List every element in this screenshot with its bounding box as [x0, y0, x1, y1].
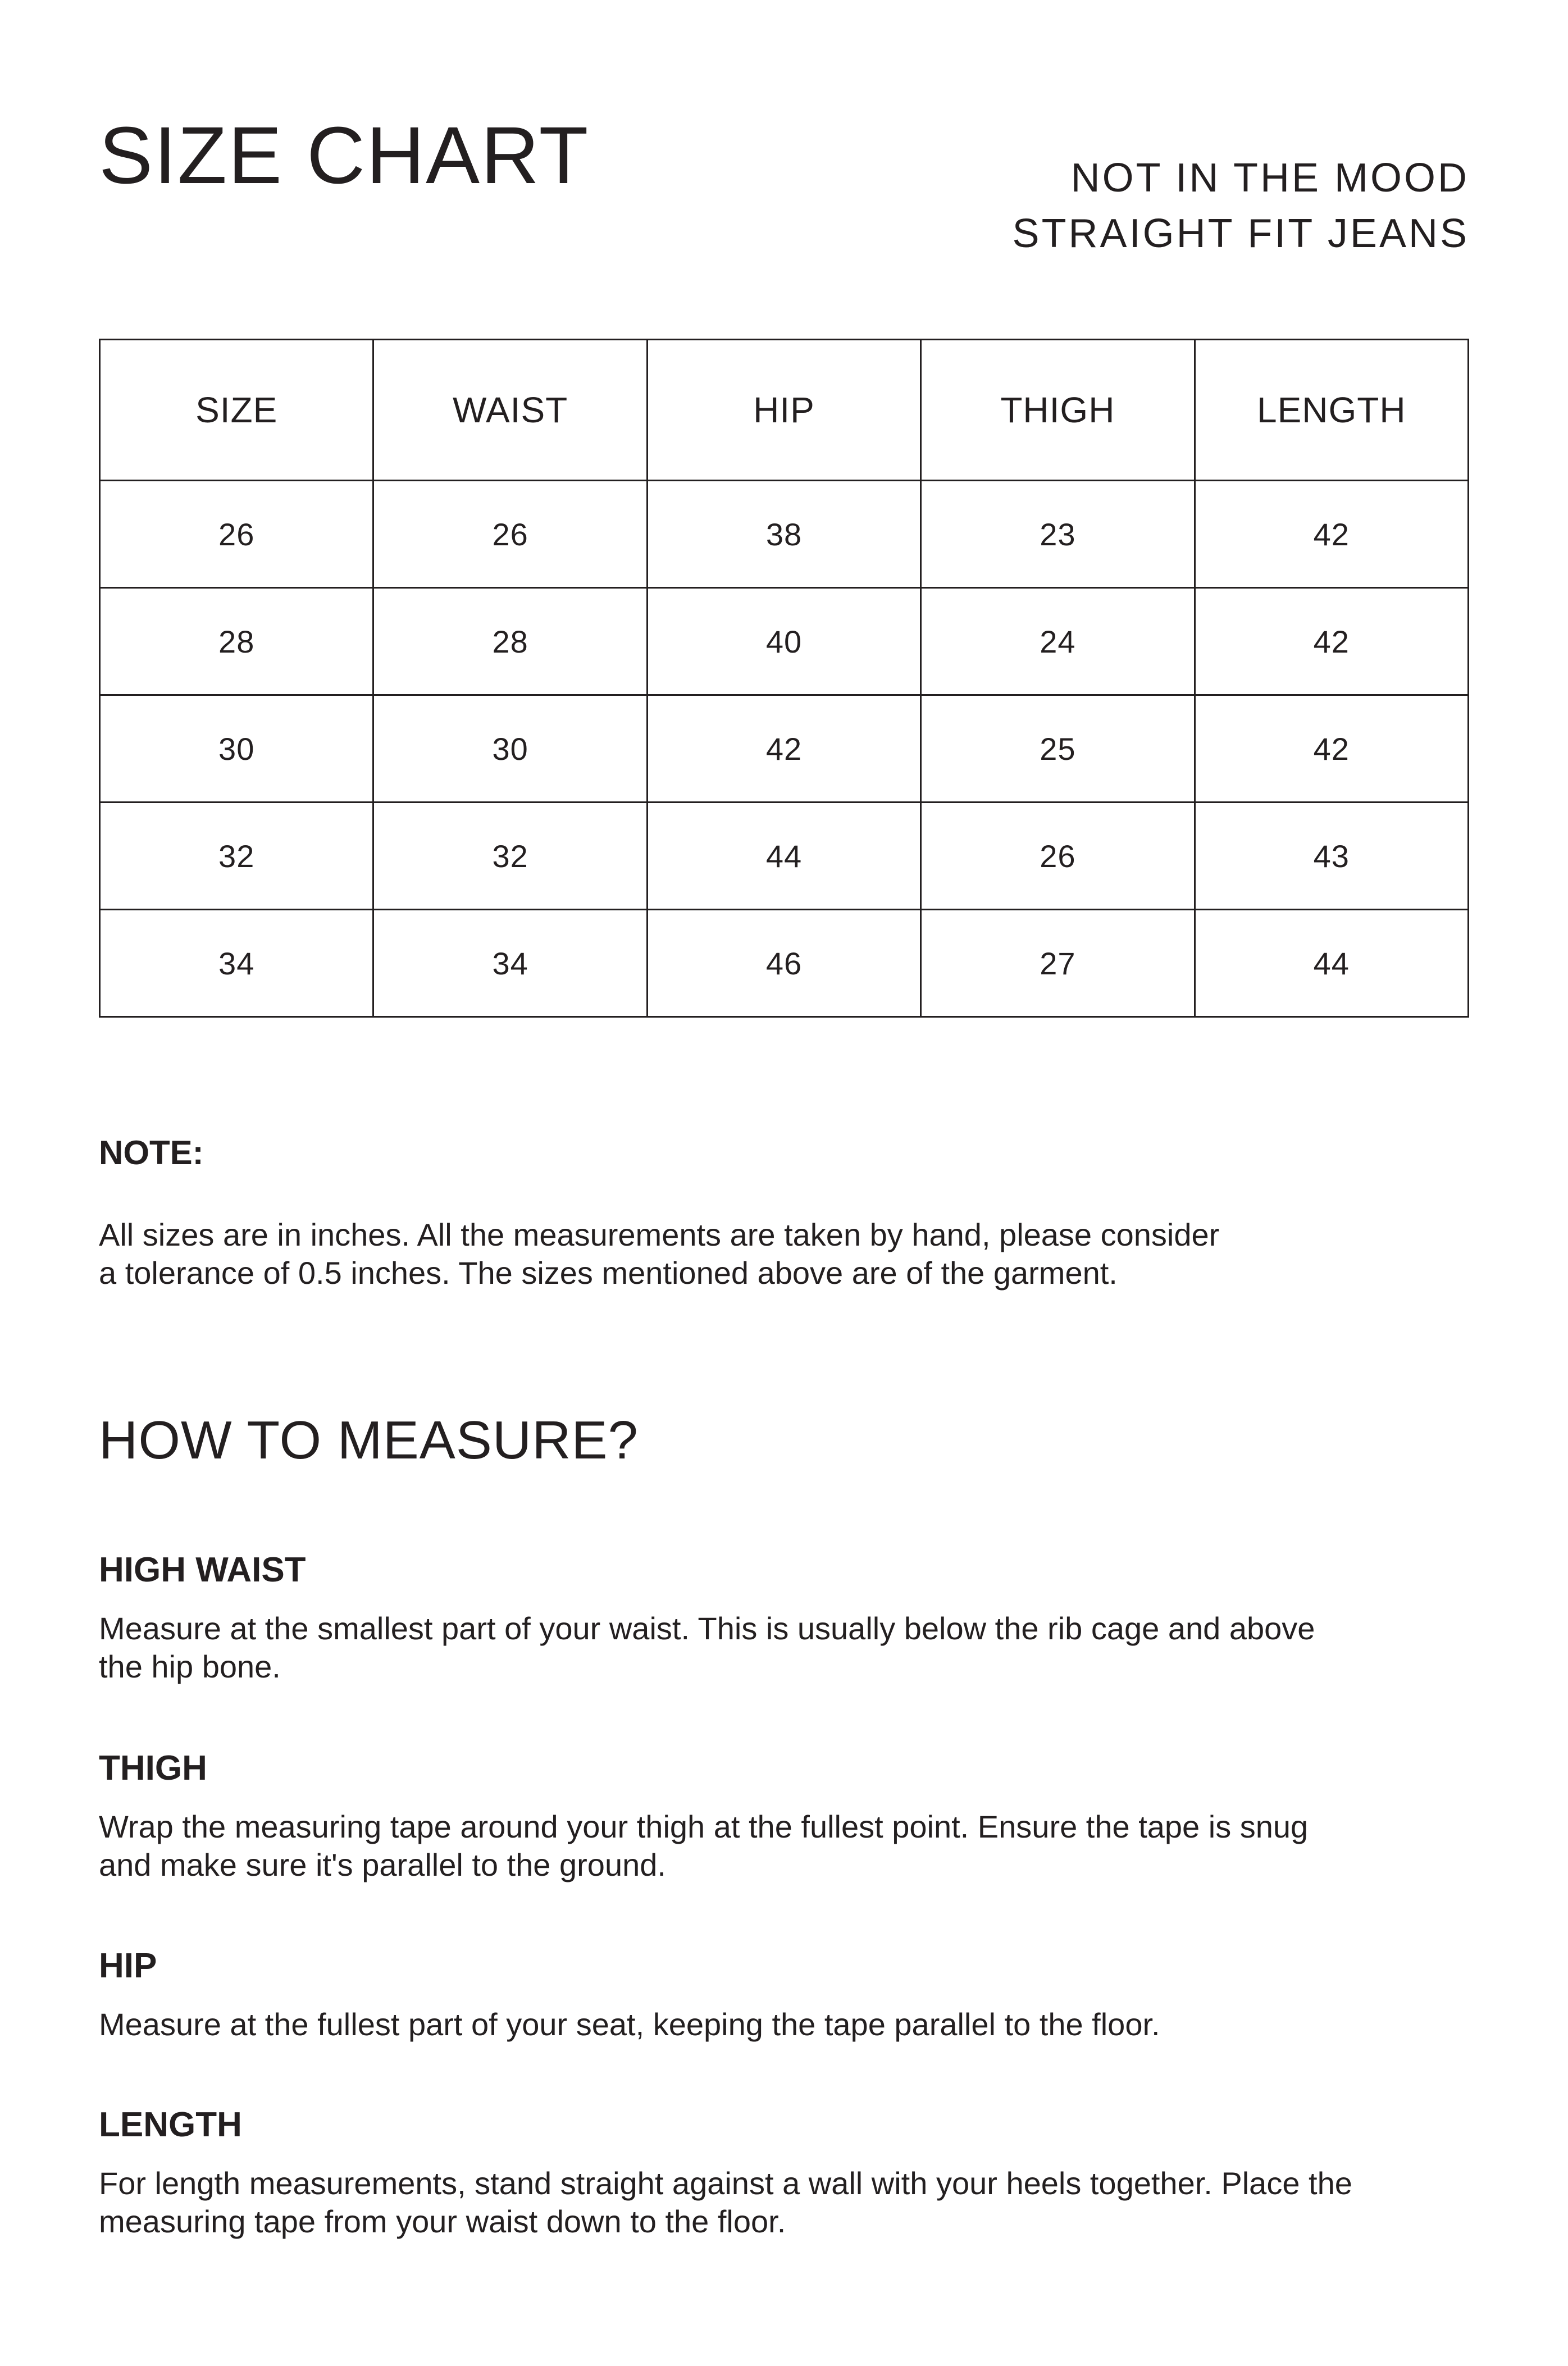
section-body — [99, 2005, 1435, 2044]
column-header-length: LENGTH — [1195, 340, 1468, 481]
column-header-waist: WAIST — [373, 340, 647, 481]
table-cell: 46 — [647, 910, 920, 1017]
note-text-line-1: All sizes are in inches. All the measurements are taken by hand, please consider — [99, 1217, 1220, 1252]
table-cell: 28 — [100, 588, 373, 695]
page-title: SIZE CHART — [99, 110, 590, 200]
table-cell: 32 — [373, 803, 647, 910]
table-row — [100, 910, 1469, 1017]
table-cell: 38 — [647, 481, 920, 588]
measure-section-hip — [99, 1946, 1435, 2044]
table-cell: 34 — [100, 910, 373, 1017]
section-heading: HIP — [99, 1946, 157, 1985]
table-cell: 44 — [647, 803, 920, 910]
column-header-thigh: THIGH — [921, 340, 1195, 481]
section-body — [99, 1808, 1435, 1884]
table-cell: 43 — [1195, 803, 1468, 910]
table-row — [100, 695, 1469, 803]
section-body-line-1: For length measurements, stand straight against a wall with your heels together. Place the — [99, 2166, 1352, 2201]
table-cell: 26 — [921, 803, 1195, 910]
table-cell: 30 — [100, 695, 373, 803]
table-cell: 28 — [373, 588, 647, 695]
measure-section-length — [99, 2105, 1435, 2241]
table-cell: 26 — [373, 481, 647, 588]
table-cell: 42 — [1195, 695, 1468, 803]
size-table-body — [100, 481, 1469, 1017]
section-body-line-1: Measure at the smallest part of your waist. This is usually below the rib cage and above — [99, 1611, 1315, 1646]
section-body — [99, 2164, 1435, 2241]
table-cell: 30 — [373, 695, 647, 803]
table-cell: 34 — [373, 910, 647, 1017]
table-row — [100, 481, 1469, 588]
column-header-hip: HIP — [647, 340, 920, 481]
section-body-line-2: the hip bone. — [99, 1649, 281, 1684]
how-to-measure-title: HOW TO MEASURE? — [99, 1410, 639, 1470]
table-cell: 42 — [1195, 481, 1468, 588]
section-body-line-1: Wrap the measuring tape around your thigh at the fullest point. Ensure the tape is snug — [99, 1809, 1309, 1844]
note-text-line-2: a tolerance of 0.5 inches. The sizes mentioned above are of the garment. — [99, 1255, 1118, 1291]
size-table — [99, 339, 1469, 1018]
table-row — [100, 588, 1469, 695]
section-body-line-1: Measure at the fullest part of your seat, keeping the tape parallel to the floor. — [99, 2007, 1160, 2042]
section-body-line-2: measuring tape from your waist down to the floor. — [99, 2204, 786, 2239]
column-header-size: SIZE — [100, 340, 373, 481]
table-cell: 27 — [921, 910, 1195, 1017]
section-body-line-2: and make sure it's parallel to the ground. — [99, 1847, 666, 1882]
size-table-header — [100, 340, 1469, 481]
table-row — [100, 803, 1469, 910]
product-name-line-2: STRAIGHT FIT JEANS — [1012, 211, 1469, 256]
table-cell: 44 — [1195, 910, 1468, 1017]
table-cell: 32 — [100, 803, 373, 910]
measure-section-high-waist — [99, 1550, 1435, 1686]
product-name-line-1: NOT IN THE MOOD — [1070, 156, 1469, 200]
table-cell: 24 — [921, 588, 1195, 695]
product-name — [1013, 151, 1469, 262]
size-table-header-row — [100, 340, 1469, 481]
measure-section-thigh — [99, 1748, 1435, 1884]
table-cell: 42 — [647, 695, 920, 803]
table-cell: 40 — [647, 588, 920, 695]
table-cell: 25 — [921, 695, 1195, 803]
note-text — [99, 1216, 1391, 1292]
table-cell: 42 — [1195, 588, 1468, 695]
section-heading: THIGH — [99, 1749, 207, 1788]
table-cell: 23 — [921, 481, 1195, 588]
section-body — [99, 1610, 1435, 1686]
table-cell: 26 — [100, 481, 373, 588]
note-title: NOTE: — [99, 1134, 204, 1171]
section-heading: HIGH WAIST — [99, 1551, 306, 1589]
section-heading: LENGTH — [99, 2105, 242, 2144]
